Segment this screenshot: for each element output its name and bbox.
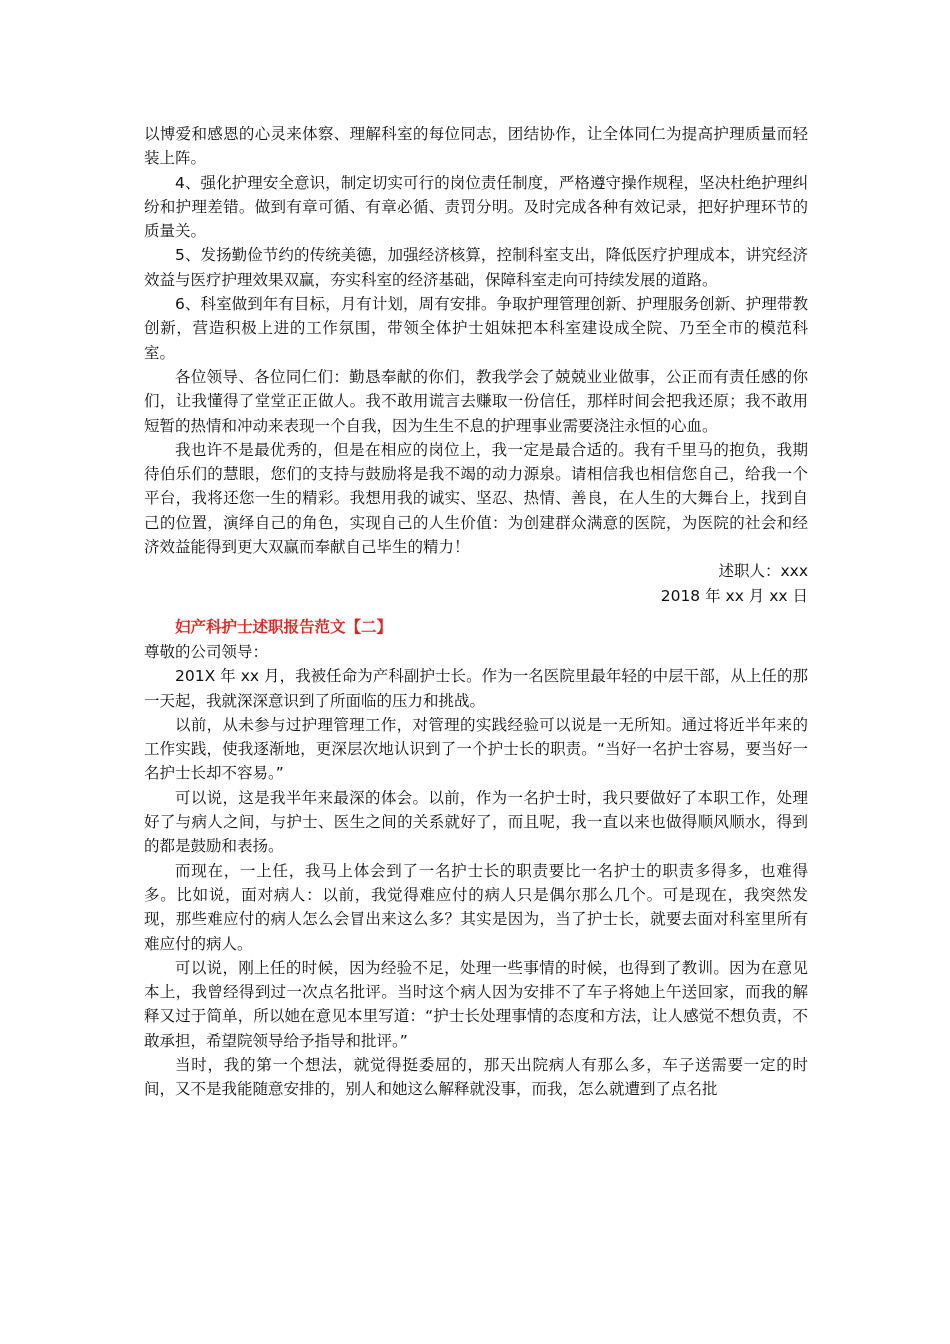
paragraph-item-4: 4、强化护理安全意识，制定切实可行的岗位责任制度，严格遵守操作规程，坚决杜绝护理纠纷和护理差错。做到有章可循、有章必循、责罚分明。及时完成各种有效记录，把好护理环节的质量关。 [144,173,808,241]
date: 2018 年 xx 月 xx 日 [660,586,808,605]
signature: 述职人：xxx [718,562,808,581]
paragraph-item-5: 5、发扬勤俭节约的传统美德，加强经济核算，控制科室支出，降低医疗护理成本，讲究经济效益与医疗护理效果双赢，夯实科室的经济基础，保障科室走向可持续发展的道路。 [144,246,808,289]
section-title: 妇产科护士述职报告范文【二】 [175,617,393,636]
paragraph: 以前，从未参与过护理管理工作，对管理的实践经验可以说是一无所知。通过将近半年来的工作实践，使我逐渐地，更深层次地认识到了一个护士长的职责。“当好一名护士容易，要当好一名护士长却不容易。” [144,715,808,783]
paragraph: 而现在，一上任，我马上体会到了一名护士长的职责要比一名护士的职责多得多，也难得多。比如说，面对病人：以前，我觉得难应付的病人只是偶尔那么几个。可是现在，我突然发现，那些难应付的病人怎么会冒出来这么多？其实是因为，当了护士长，就要去面对科室里所有难应付的病人。 [144,861,808,953]
salutation: 尊敬的公司领导： [144,642,269,661]
paragraph: 可以说，刚上任的时候，因为经验不足，处理一些事情的时候，也得到了教训。因为在意见本上，我曾经得到过一次点名批评。当时这个病人因为安排不了车子将她上午送回家，而我的解释又过于简单，所以她在意见本里写道：“护士长处理事情的态度和方法，让人感觉不想负责，不敢承担，希望院领导给予指导和批评。” [144,958,808,1050]
paragraph-closing: 我也许不是最优秀的，但是在相应的岗位上，我一定是最合适的。我有千里马的抱负，我期待伯乐们的慧眼，您们的支持与鼓励将是我不竭的动力源泉。请相信我也相信您自己，给我一个平台，我将还您一生的精彩。我想用我的诚实、坚忍、热情、善良，在人生的大舞台上，找到自己的位置，演绎自己的角色，实现自己的人生价值：为创建群众满意的医院，为医院的社会和经济效益能得到更大双赢而奉献自己毕生的精力！ [144,440,808,557]
paragraph-continuation: 以博爱和感恩的心灵来体察、理解科室的每位同志，团结协作，让全体同仁为提高护理质量而轻装上阵。 [144,125,808,168]
document-page [144,122,808,1102]
paragraph: 可以说，这是我半年来最深的体会。以前，作为一名护士时，我只要做好了本职工作，处理好了与病人之间，与护士、医生之间的关系就好了，而且呢，我一直以来也做得顺风顺水，得到的都是鼓励和表扬。 [144,788,808,856]
paragraph-item-6: 6、科室做到年有目标，月有计划，周有安排。争取护理管理创新、护理服务创新、护理带教创新，营造积极上进的工作氛围，带领全体护士姐妹把本科室建设成全院、乃至全市的模范科室。 [144,295,808,362]
paragraph: 当时，我的第一个想法，就觉得挺委屈的，那天出院病人有那么多，车子送需要一定的时间，又不是我能随意安排的，别人和她这么解释就没事，而我，怎么就遭到了点名批 [144,1055,808,1099]
paragraph-address: 各位领导、各位同仁们：勤恳奉献的你们，教我学会了兢兢业业做事，公正而有责任感的你们，让我懂得了堂堂正正做人。我不敢用谎言去赚取一份信任，那样时间会把我还原；我不敢用短暂的热情和冲动来表现一个自我，因为生生不息的护理事业需要浇注永恒的心血。 [144,367,808,435]
paragraph: 201X 年 xx 月，我被任命为产科副护士长。作为一名医院里最年轻的中层干部，从上任的那一天起，我就深深意识到了所面临的压力和挑战。 [144,667,808,710]
